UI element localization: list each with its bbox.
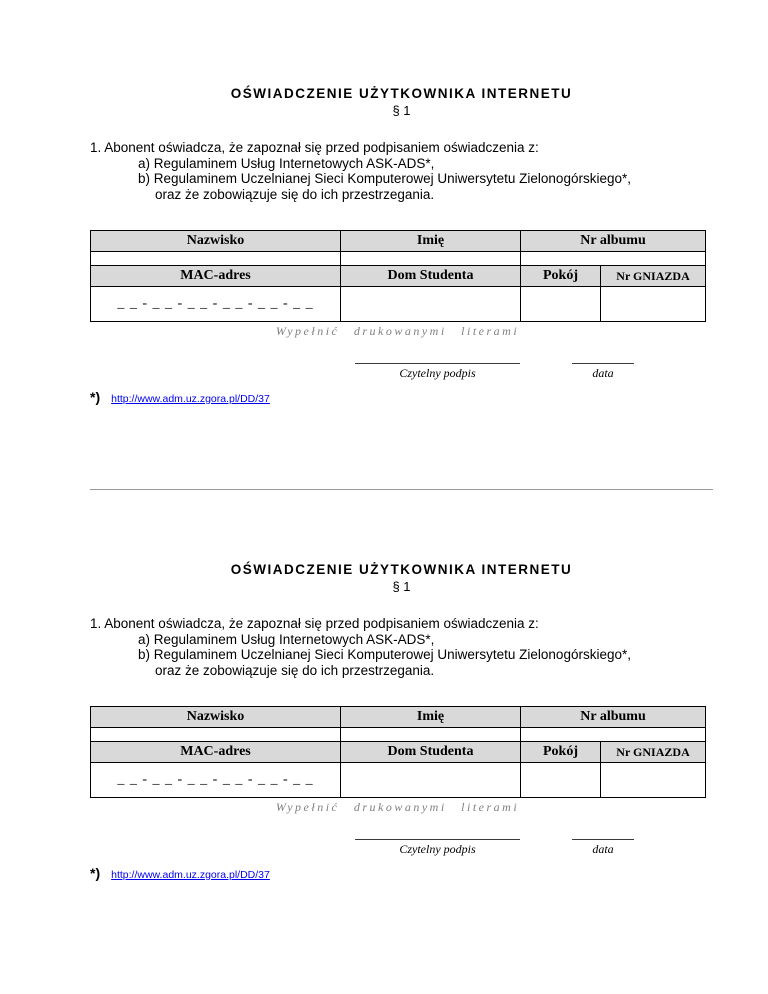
- header-nr-albumu: Nr albumu: [521, 707, 706, 728]
- intro-item-a: a) Regulaminem Usług Internetowych ASK-ADS*,: [138, 631, 435, 647]
- intro-item-closing: oraz że zobowiązuje się do ich przestrzegania.: [155, 186, 435, 202]
- table-header-row-1: [91, 231, 706, 252]
- mac-address-placeholder: _ _ - _ _ - _ _ - _ _ - _ _ - _ _: [91, 763, 341, 798]
- input-cell-nr-albumu: [521, 728, 706, 742]
- input-cell-pokoj: [521, 763, 601, 798]
- fill-instructions: Wypełnić drukowanymi literami: [275, 800, 520, 814]
- header-mac-adres: MAC-adres: [91, 742, 341, 763]
- intro-paragraph: [90, 140, 713, 202]
- input-cell-dom-studenta: [341, 287, 521, 322]
- section-symbol: § 1: [392, 579, 411, 594]
- header-dom-studenta: Dom Studenta: [341, 742, 521, 763]
- table-input-row-1: [91, 728, 706, 742]
- input-cell-imie: [341, 252, 521, 266]
- table-header-row-2: [91, 266, 706, 287]
- table-input-row-1: [91, 252, 706, 266]
- intro-line: 1. Abonent oświadcza, że zapoznał się przed podpisaniem oświadczenia z:: [90, 140, 539, 155]
- signature-line: [355, 363, 520, 381]
- input-cell-pokoj: [521, 287, 601, 322]
- section-symbol: § 1: [392, 103, 411, 118]
- header-pokoj: Pokój: [521, 742, 601, 763]
- header-dom-studenta: Dom Studenta: [341, 266, 521, 287]
- footnote-marker: *): [90, 865, 101, 881]
- intro-item-b: b) Regulaminem Uczelnianej Sieci Komputerowej Uniwersytetu Zielonogórskiego*,: [138, 171, 631, 186]
- input-cell-nazwisko: [91, 252, 341, 266]
- footnote: [90, 865, 713, 881]
- input-cell-imie: [341, 728, 521, 742]
- intro-paragraph: [90, 616, 713, 678]
- header-imie: Imię: [341, 707, 521, 728]
- declaration-form-2: [0, 562, 768, 881]
- table-header-row-1: [91, 707, 706, 728]
- footnote: [90, 389, 713, 405]
- footnote-marker: *): [90, 389, 101, 405]
- date-line: [572, 363, 634, 381]
- table-header-row-2: [91, 742, 706, 763]
- header-pokoj: Pokój: [521, 266, 601, 287]
- table-input-row-2: [91, 763, 706, 798]
- header-nazwisko: Nazwisko: [91, 231, 341, 252]
- header-mac-adres: MAC-adres: [91, 266, 341, 287]
- form-title: OŚWIADCZENIE UŻYTKOWNIKA INTERNETU: [230, 86, 573, 101]
- declaration-table: [90, 706, 706, 798]
- input-cell-nazwisko: [91, 728, 341, 742]
- header-nr-gniazda: Nr GNIAZDA: [601, 742, 706, 763]
- table-input-row-2: [91, 287, 706, 322]
- signature-row: [90, 363, 713, 381]
- date-line: [572, 839, 634, 857]
- date-label: data: [592, 842, 614, 856]
- form-divider: [90, 489, 713, 490]
- header-imie: Imię: [341, 231, 521, 252]
- signature-label: Czytelny podpis: [399, 366, 476, 380]
- intro-line: 1. Abonent oświadcza, że zapoznał się przed podpisaniem oświadczenia z:: [90, 616, 539, 631]
- declaration-form-1: [0, 0, 768, 405]
- intro-item-b: b) Regulaminem Uczelnianej Sieci Komputerowej Uniwersytetu Zielonogórskiego*,: [138, 647, 631, 662]
- header-nr-albumu: Nr albumu: [521, 231, 706, 252]
- footnote-link[interactable]: http://www.adm.uz.zgora.pl/DD/37: [111, 393, 270, 405]
- signature-row: [90, 839, 713, 857]
- input-cell-nr-gniazda: [601, 287, 706, 322]
- declaration-table: [90, 230, 706, 322]
- header-nr-gniazda: Nr GNIAZDA: [601, 266, 706, 287]
- input-cell-nr-gniazda: [601, 763, 706, 798]
- signature-label: Czytelny podpis: [399, 842, 476, 856]
- mac-address-placeholder: _ _ - _ _ - _ _ - _ _ - _ _ - _ _: [91, 287, 341, 322]
- fill-instructions: Wypełnić drukowanymi literami: [275, 324, 520, 338]
- signature-line: [355, 839, 520, 857]
- input-cell-dom-studenta: [341, 763, 521, 798]
- intro-item-a: a) Regulaminem Usług Internetowych ASK-ADS*,: [138, 155, 435, 171]
- form-title: OŚWIADCZENIE UŻYTKOWNIKA INTERNETU: [230, 562, 573, 577]
- date-label: data: [592, 366, 614, 380]
- input-cell-nr-albumu: [521, 252, 706, 266]
- footnote-link[interactable]: http://www.adm.uz.zgora.pl/DD/37: [111, 869, 270, 881]
- intro-item-closing: oraz że zobowiązuje się do ich przestrzegania.: [155, 662, 435, 678]
- header-nazwisko: Nazwisko: [91, 707, 341, 728]
